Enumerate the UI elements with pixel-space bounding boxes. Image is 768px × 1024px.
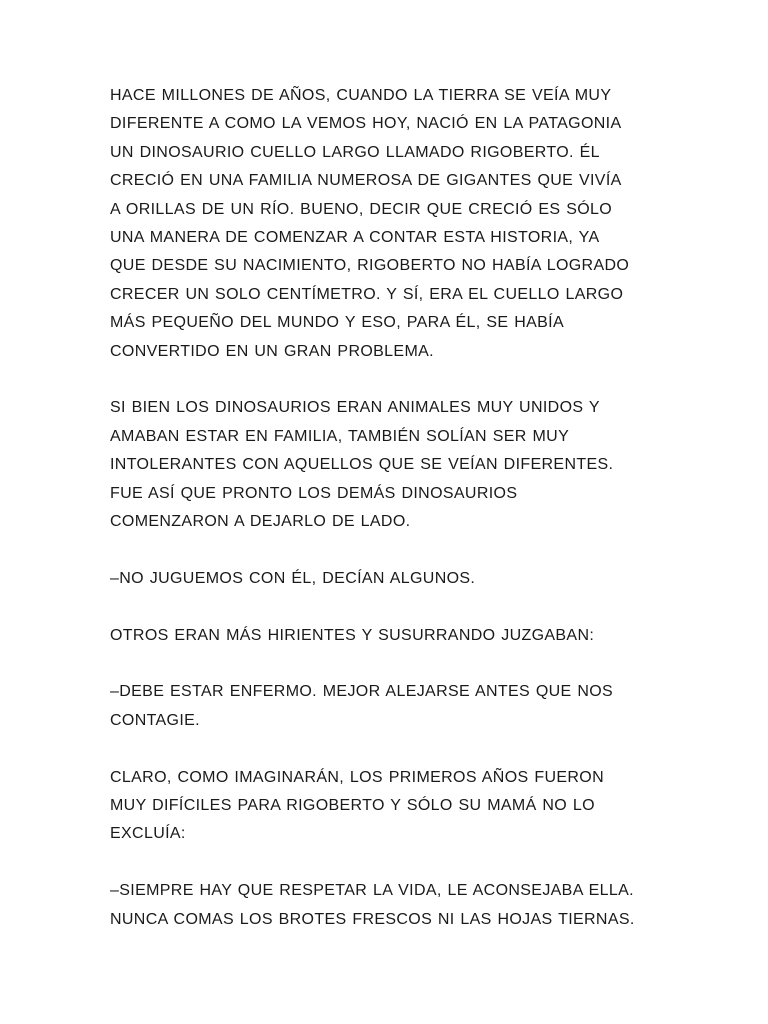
- text-line: DIFERENTE A COMO LA VEMOS HOY, NACIÓ EN LA PATAGONIA: [110, 115, 622, 133]
- text-line: OTROS ERAN MÁS HIRIENTES Y SUSURRANDO JUZGABAN:: [110, 626, 595, 644]
- text-line: –DEBE ESTAR ENFERMO. MEJOR ALEJARSE ANTES QUE NOS: [110, 683, 614, 701]
- text-line: FUE ASÍ QUE PRONTO LOS DEMÁS DINOSAURIOS: [110, 484, 518, 502]
- text-line: CRECER UN SOLO CENTÍMETRO. Y SÍ, ERA EL CUELLO LARGO: [110, 285, 624, 303]
- text-line: INTOLERANTES CON AQUELLOS QUE SE VEÍAN DIFERENTES.: [110, 456, 614, 474]
- text-line: UNA MANERA DE COMENZAR A CONTAR ESTA HISTORIA, YA: [110, 229, 600, 247]
- paragraph-4: [110, 622, 670, 650]
- text-line: MÁS PEQUEÑO DEL MUNDO Y ESO, PARA ÉL, SE HABÍA: [110, 314, 564, 332]
- text-line: SI BIEN LOS DINOSAURIOS ERAN ANIMALES MUY UNIDOS Y: [110, 399, 600, 417]
- text-line: HACE MILLONES DE AÑOS, CUANDO LA TIERRA SE VEÍA MUY: [110, 87, 612, 104]
- text-line: COMENZARON A DEJARLO DE LADO.: [110, 513, 411, 531]
- text-line: CONVERTIDO EN UN GRAN PROBLEMA.: [110, 342, 434, 360]
- paragraph-1: [110, 82, 670, 366]
- text-line: A ORILLAS DE UN RÍO. BUENO, DECIR QUE CRECIÓ ES SÓLO: [110, 200, 613, 218]
- paragraph-7: [110, 877, 670, 934]
- text-line: MUY DIFÍCILES PARA RIGOBERTO Y SÓLO SU MAMÁ NO LO: [110, 797, 595, 815]
- paragraph-5: [110, 678, 670, 735]
- text-line: EXCLUÍA:: [110, 825, 186, 843]
- document-page: [110, 82, 670, 962]
- text-line: CONTAGIE.: [110, 711, 200, 729]
- text-line: CRECIÓ EN UNA FAMILIA NUMEROSA DE GIGANTES QUE VIVÍA: [110, 172, 622, 190]
- paragraph-2: [110, 394, 670, 536]
- text-line: CLARO, COMO IMAGINARÁN, LOS PRIMEROS AÑOS FUERON: [110, 768, 604, 786]
- text-line: AMABAN ESTAR EN FAMILIA, TAMBIÉN SOLÍAN SER MUY: [110, 427, 570, 445]
- paragraph-3: [110, 565, 670, 593]
- text-line: NUNCA COMAS LOS BROTES FRESCOS NI LAS HOJAS TIERNAS.: [110, 910, 635, 928]
- text-line: QUE DESDE SU NACIMIENTO, RIGOBERTO NO HABÍA LOGRADO: [110, 257, 630, 275]
- paragraph-6: [110, 764, 670, 849]
- text-line: –SIEMPRE HAY QUE RESPETAR LA VIDA, LE ACONSEJABA ELLA.: [110, 882, 634, 900]
- text-line: UN DINOSAURIO CUELLO LARGO LLAMADO RIGOBERTO. ÉL: [110, 143, 600, 161]
- text-line: –NO JUGUEMOS CON ÉL, DECÍAN ALGUNOS.: [110, 569, 476, 587]
